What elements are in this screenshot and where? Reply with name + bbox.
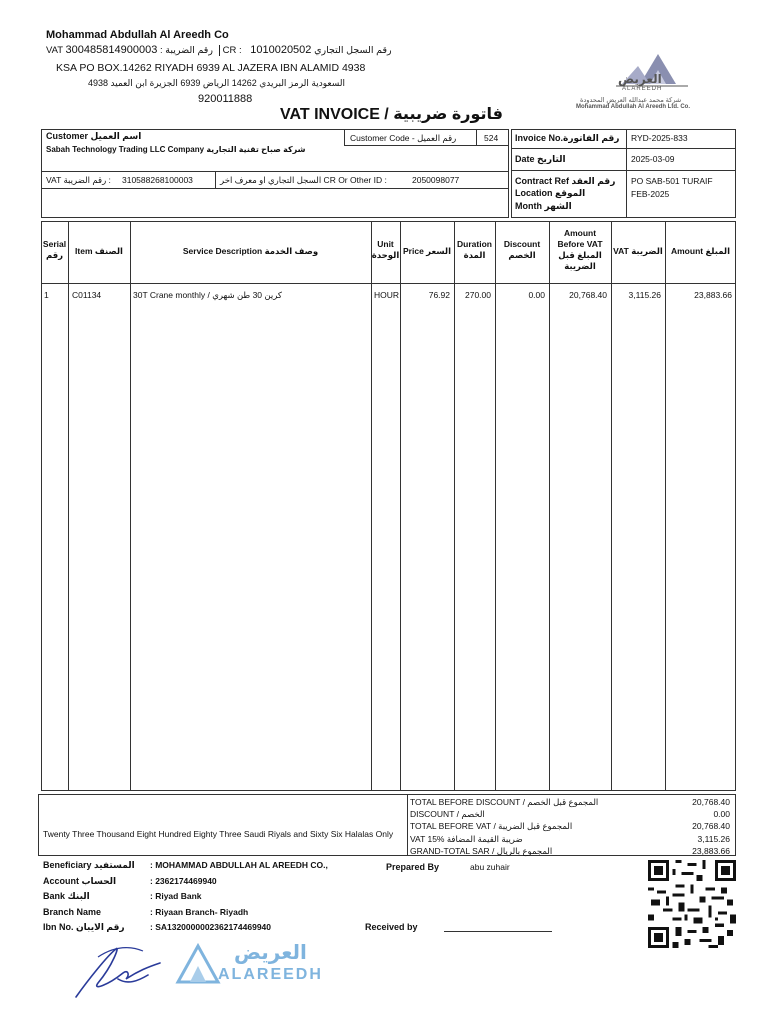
- row-serial: 1: [44, 290, 49, 300]
- beneficiary-label: Beneficiary المستفيد: [43, 860, 135, 870]
- contract-ref: PO SAB-501 TURAIF: [631, 176, 713, 186]
- customer-vat-label: VAT رقم الضريبة :: [46, 175, 111, 185]
- logo-text-en: ALAREEDH: [622, 86, 663, 92]
- total-before-vat: 20,768.40: [692, 821, 730, 831]
- grand-total-label: GRAND-TOTAL SAR / المجموع بالريال: [410, 846, 553, 856]
- invoice-date: 2025-03-09: [631, 154, 675, 164]
- company-vat-label: VAT رقم الضريبة :: [46, 45, 213, 56]
- row-vat: 3,115.26: [628, 290, 661, 300]
- company-cr-number: 1010020502: [250, 44, 312, 56]
- logo-sub-ar: شركة محمد عبدالله العريض المحدودة: [580, 97, 682, 104]
- invoice-month: FEB-2025: [631, 189, 670, 199]
- stamp-text-en: ALAREEDH: [218, 966, 323, 983]
- col-description: Service Description وصف الخدمة: [182, 246, 319, 256]
- discount-value: 0.00: [713, 809, 730, 819]
- row-discount: 0.00: [528, 290, 545, 300]
- account-number: : 2362174469940: [150, 876, 217, 886]
- col-item: Item الصنف: [75, 246, 123, 256]
- customer-cr-label: السجل التجاري او معرف اخر CR Or Other ID :: [220, 175, 387, 185]
- vat-value: 3,115.26: [697, 834, 730, 844]
- branch-label: Branch Name: [43, 907, 102, 917]
- amount-in-words: Twenty Three Thousand Eight Hundred Eighty Three Saudi Riyals and Sixty Six Halalas Only: [43, 829, 394, 839]
- logo-text-ar: العريض: [618, 72, 662, 86]
- row-amount: 23,883.66: [694, 290, 732, 300]
- col-amount-before-vat: Amount Before VAT المبلغ قبل الضريبة: [557, 228, 603, 271]
- customer-cr: 2050098077: [412, 175, 460, 185]
- received-by-line: [444, 931, 552, 932]
- discount-label: DISCOUNT / الخصم: [410, 809, 485, 819]
- customer-vat: 310588268100003: [122, 175, 193, 185]
- col-unit: Unit الوحدة: [371, 239, 400, 260]
- branch-name: : Riyaan Branch- Riyadh: [150, 907, 249, 917]
- beneficiary: : MOHAMMAD ABDULLAH AL AREEDH CO.,: [150, 860, 328, 870]
- qr-code-icon: [648, 860, 736, 948]
- prepared-by: abu zuhair: [470, 862, 510, 872]
- row-price: 76.92: [428, 290, 450, 300]
- col-duration: Duration المدة: [457, 239, 492, 260]
- total-before-discount-label: TOTAL BEFORE DISCOUNT / المجموع قبل الخصم: [410, 797, 599, 807]
- col-vat: VAT الضريبة: [613, 246, 663, 256]
- logo-sub-en: Mohammad Abdullah Al Areedh Ltd. Co.: [576, 104, 690, 110]
- total-before-vat-label: TOTAL BEFORE VAT / المجموع قبل الضريبة: [410, 821, 573, 831]
- col-discount: Discount الخصم: [503, 239, 541, 260]
- grand-total: 23,883.66: [692, 846, 730, 856]
- invoice-date-label: Date التاريخ: [515, 154, 566, 164]
- invoice-title: VAT INVOICE / فاتورة ضريبية: [280, 106, 504, 123]
- vat-label: VAT 15% ضريبة القيمة المضافة: [410, 834, 523, 844]
- company-name: Mohammad Abdullah Al Areedh Co: [46, 29, 229, 41]
- row-description: 30T Crane monthly / كرين 30 طن شهري: [133, 290, 282, 300]
- row-duration: 270.00: [465, 290, 491, 300]
- stamp-text-ar: العريض: [234, 942, 307, 964]
- account-label: Account الحساب: [43, 876, 117, 886]
- signature-icon: [68, 935, 178, 1005]
- totals-box: [38, 794, 736, 856]
- stamp-logo: [172, 938, 332, 988]
- company-logo: [576, 46, 730, 114]
- location-label: Location الموقع: [515, 188, 586, 198]
- company-vat-number: 300485814900003: [65, 44, 158, 56]
- company-phone: 920011888: [198, 93, 253, 105]
- prepared-by-label: Prepared By: [386, 862, 440, 872]
- col-amount: Amount المبلغ: [670, 246, 731, 256]
- row-unit: HOUR: [374, 290, 400, 300]
- invoice-no-label: Invoice No.رقم الفاتورة: [515, 133, 620, 143]
- iban-label: Ibn No. رقم الايبان: [43, 922, 125, 932]
- stamp-mountain-icon: [172, 938, 222, 986]
- total-before-discount: 20,768.40: [692, 797, 730, 807]
- bank-name: : Riyad Bank: [150, 891, 202, 901]
- invoice-no: RYD-2025-833: [631, 133, 688, 143]
- customer-name: Sabah Technology Trading LLC Company شركة صباح تقنية التجارية: [46, 145, 306, 154]
- customer-label: Customer اسم العميل: [46, 131, 142, 141]
- contract-ref-label: Contract Ref رقم العقد: [515, 176, 616, 186]
- bank-label: Bank البنك: [43, 891, 90, 901]
- month-label: Month الشهر: [515, 201, 572, 211]
- row-before-vat: 20,768.40: [569, 290, 607, 300]
- items-table: [41, 221, 736, 791]
- received-by-label: Received by: [365, 922, 418, 932]
- col-price: Price السعر: [403, 246, 451, 256]
- company-address-en: KSA PO BOX.14262 RIYADH 6939 AL JAZERA IBN ALAMID 4938: [56, 62, 366, 74]
- company-cr-label: CR : رقم السجل التجاري: [222, 45, 392, 56]
- customer-code-label: Customer Code - رقم العميل: [350, 133, 457, 143]
- company-vat-row: [46, 44, 392, 56]
- row-item: C01134: [72, 290, 102, 300]
- company-address-ar: السعودية الرمز البريدي 14262 الرياض 6939 الجزيرة ابن العميد 4938: [88, 78, 346, 88]
- customer-code: 524: [484, 133, 499, 143]
- iban-number: : SA1320000002362174469940: [150, 922, 272, 932]
- col-serial: Serial رقم: [42, 239, 67, 260]
